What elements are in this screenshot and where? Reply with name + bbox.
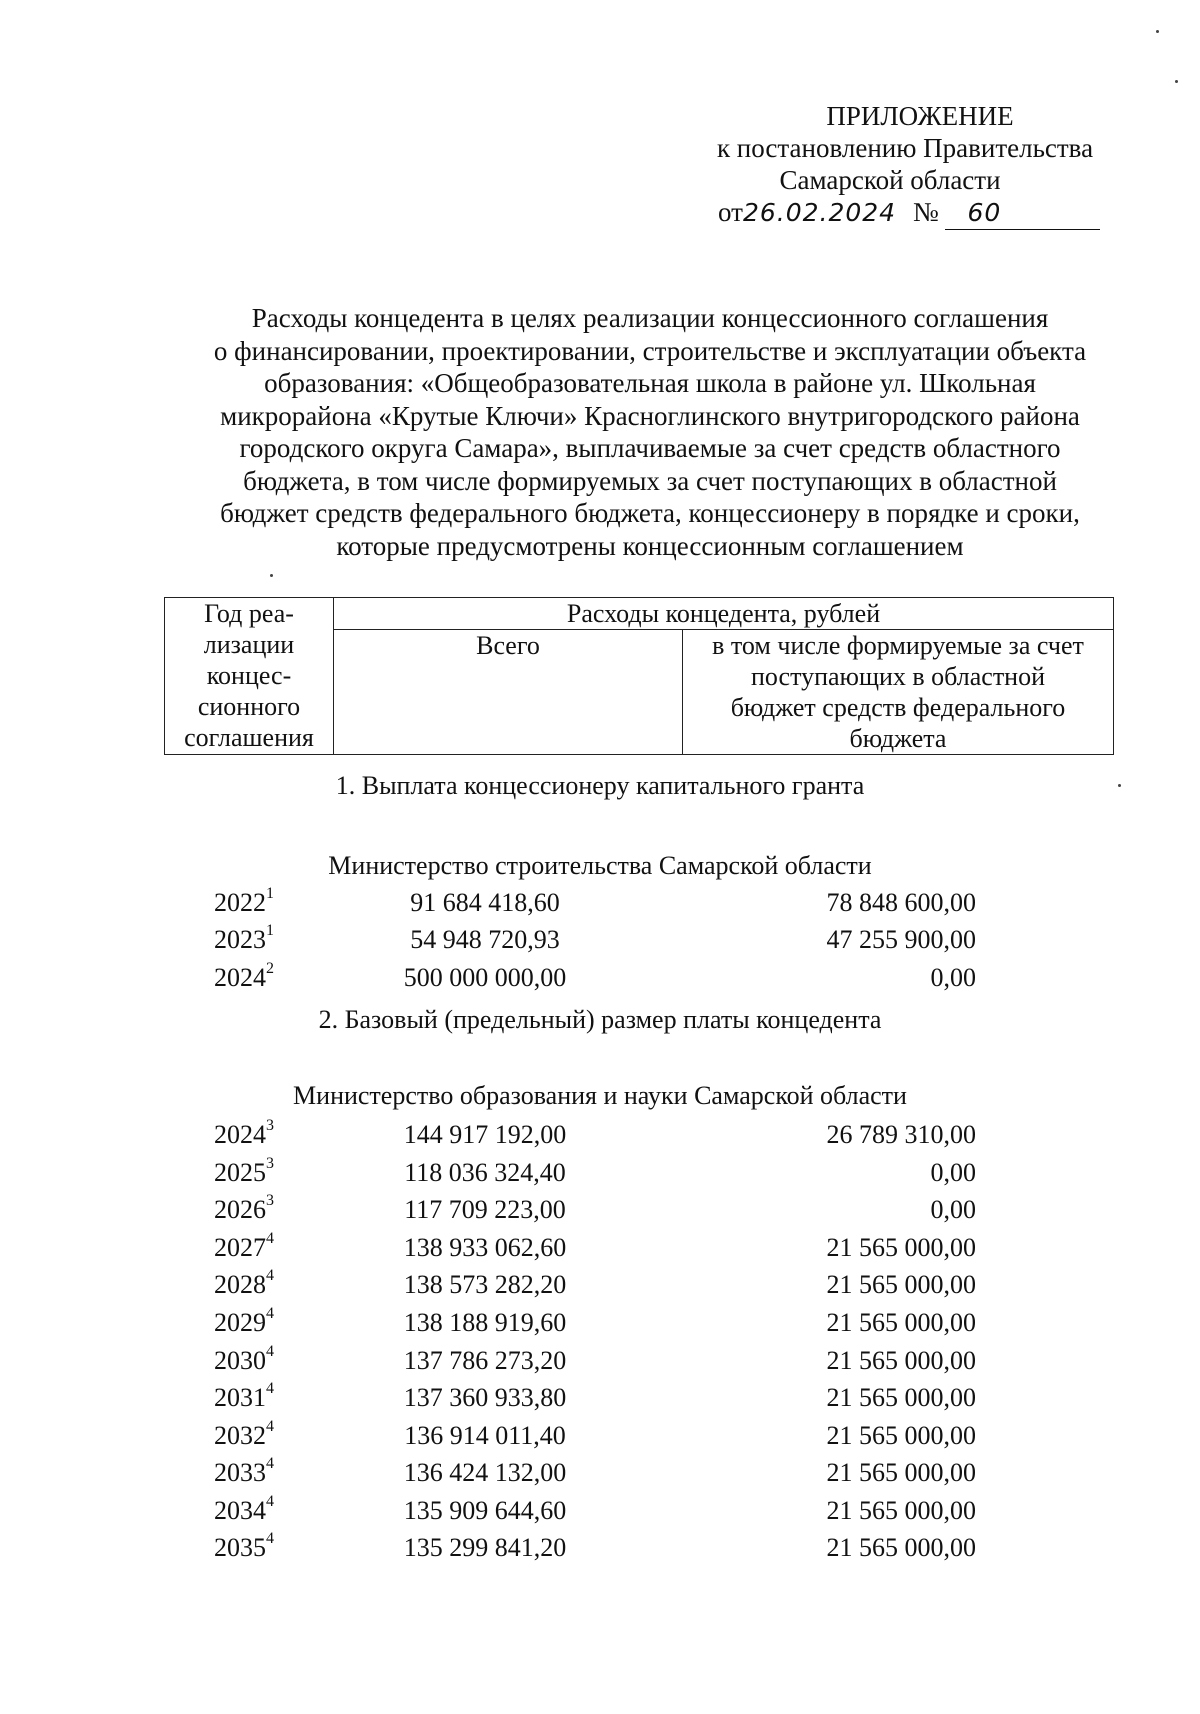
- year-cell: 2025$^3$: [214, 1155, 274, 1187]
- footnote-mark: 4: [266, 1380, 274, 1397]
- total-cell: 138 933 062,60: [403, 1233, 567, 1262]
- federal-column-header: в том числе формируемые за счет поступающих в областной бюджет средств федерального бюджета: [683, 630, 1114, 755]
- footnote-mark: 3: [266, 1155, 274, 1172]
- year-cell: 2034$^4$: [214, 1493, 274, 1525]
- expenses-table-header: [164, 597, 1114, 755]
- footnote-mark: 4: [266, 1455, 274, 1472]
- scan-speck: [1175, 80, 1178, 83]
- year-cell: 2028$^4$: [214, 1267, 274, 1299]
- year-column-header: Год реа- лизации концес- сионного соглашения: [165, 598, 334, 755]
- footnote-mark: 2: [266, 960, 274, 977]
- total-column-header: Всего: [334, 630, 683, 755]
- federal-cell: 21 565 000,00: [826, 1383, 976, 1412]
- title-line: которые предусмотрены концессионным соглашением: [336, 530, 964, 561]
- total-cell: 136 914 011,40: [404, 1421, 566, 1450]
- total-cell: 117 709 223,00: [404, 1195, 566, 1224]
- total-cell: 135 909 644,60: [403, 1496, 567, 1525]
- total-cell: 137 786 273,20: [403, 1346, 567, 1375]
- year-cell: 2035$^4$: [214, 1530, 274, 1562]
- handwritten-date: 26.02.2024: [742, 198, 897, 227]
- total-cell: 138 573 282,20: [403, 1270, 567, 1299]
- federal-cell: 0,00: [930, 963, 976, 992]
- total-cell: 135 299 841,20: [403, 1533, 567, 1562]
- scan-speck: [1156, 30, 1159, 33]
- table-row: [0, 1305, 1200, 1341]
- total-cell: 138 188 919,60: [403, 1308, 567, 1337]
- footnote-mark: 4: [266, 1493, 274, 1510]
- table-row: [0, 1155, 1200, 1191]
- federal-cell: 21 565 000,00: [826, 1346, 976, 1375]
- table-row: [0, 1267, 1200, 1303]
- expenses-group-header: Расходы концедента, рублей: [334, 598, 1114, 630]
- table-row: [0, 1343, 1200, 1379]
- table-row: [0, 1455, 1200, 1491]
- scan-speck: [1118, 784, 1121, 787]
- year-cell: 2029$^4$: [214, 1305, 274, 1337]
- year-cell: 2032$^4$: [214, 1418, 274, 1450]
- number-label: №: [912, 197, 939, 227]
- section-title: 2. Базовый (предельный) размер платы концедента: [318, 1005, 882, 1034]
- federal-cell: 78 848 600,00: [826, 888, 976, 917]
- footnote-mark: 3: [266, 1117, 274, 1134]
- appendix-reference: к постановлению Правительства: [716, 133, 1094, 163]
- footnote-mark: 4: [266, 1305, 274, 1322]
- title-line: Расходы концедента в целях реализации концессионного соглашения: [251, 303, 1049, 333]
- federal-cell: 21 565 000,00: [826, 1458, 976, 1487]
- year-cell: 2023$^1$: [214, 922, 274, 954]
- section-title: 1. Выплата концессионеру капитального гранта: [335, 771, 865, 800]
- total-cell: 91 684 418,60: [410, 888, 560, 917]
- year-cell: 2024$^3$: [214, 1117, 274, 1149]
- federal-cell: 21 565 000,00: [826, 1496, 976, 1525]
- year-cell: 2027$^4$: [214, 1230, 274, 1262]
- total-cell: 136 424 132,00: [403, 1458, 567, 1487]
- table-row: [0, 1493, 1200, 1529]
- federal-cell: 21 565 000,00: [826, 1308, 976, 1337]
- federal-cell: 21 565 000,00: [826, 1421, 976, 1450]
- year-cell: 2030$^4$: [214, 1343, 274, 1375]
- table-row: [0, 1418, 1200, 1454]
- year-cell: 2022$^1$: [214, 885, 274, 917]
- table-row: [0, 1192, 1200, 1228]
- footnote-mark: 3: [266, 1192, 274, 1209]
- year-cell: 2026$^3$: [214, 1192, 274, 1224]
- table-row: [0, 1530, 1200, 1566]
- footnote-mark: 4: [266, 1230, 274, 1247]
- year-cell: 2031$^4$: [214, 1380, 274, 1412]
- title-line: бюджет средств федерального бюджета, концессионеру в порядке и сроки,: [220, 498, 1080, 528]
- title-line: о финансировании, проектировании, строительстве и эксплуатации объекта: [213, 335, 1087, 366]
- title-line: бюджета, в том числе формируемых за счет поступающих в областной: [243, 465, 1057, 496]
- title-line: городского округа Самара», выплачиваемые за счет средств областного: [239, 433, 1061, 463]
- table-row: [0, 1230, 1200, 1266]
- total-cell: 144 917 192,00: [403, 1120, 567, 1149]
- appendix-heading: ПРИЛОЖЕНИЕ: [826, 101, 1014, 131]
- footnote-mark: 4: [266, 1267, 274, 1284]
- total-cell: 54 948 720,93: [410, 925, 560, 954]
- federal-cell: 0,00: [930, 1195, 976, 1224]
- footnote-mark: 4: [266, 1530, 274, 1547]
- appendix-header: [690, 100, 1140, 230]
- federal-cell: 21 565 000,00: [826, 1533, 976, 1562]
- appendix-region: Самарской области: [779, 165, 1001, 195]
- total-cell: 118 036 324,40: [404, 1158, 566, 1187]
- federal-cell: 26 789 310,00: [826, 1120, 976, 1149]
- federal-cell: 47 255 900,00: [826, 925, 976, 954]
- federal-cell: 0,00: [930, 1158, 976, 1187]
- table-row: [0, 885, 1200, 921]
- table-row: [0, 922, 1200, 958]
- appendix-date-number: [718, 196, 1118, 230]
- footnote-mark: 1: [266, 885, 274, 902]
- footnote-mark: 4: [266, 1418, 274, 1435]
- year-cell: 2033$^4$: [214, 1455, 274, 1487]
- total-cell: 500 000 000,00: [403, 963, 567, 992]
- document-title: [170, 302, 1130, 562]
- from-label: от: [718, 197, 743, 227]
- ministry-name: Министерство строительства Самарской области: [328, 851, 872, 880]
- federal-cell: 21 565 000,00: [826, 1270, 976, 1299]
- table-row: [0, 1380, 1200, 1416]
- title-line: микрорайона «Крутые Ключи» Красноглинского внутригородского района: [220, 400, 1080, 431]
- scan-speck: [270, 574, 273, 577]
- handwritten-number: 60: [945, 197, 1100, 230]
- footnote-mark: 4: [266, 1343, 274, 1360]
- federal-cell: 21 565 000,00: [826, 1233, 976, 1262]
- table-row: [0, 1117, 1200, 1153]
- table-row: [0, 960, 1200, 996]
- footnote-mark: 1: [266, 922, 274, 939]
- ministry-name: Министерство образования и науки Самарской области: [293, 1081, 907, 1110]
- year-cell: 2024$^2$: [214, 960, 274, 992]
- title-line: образования: «Общеобразовательная школа в районе ул. Школьная: [264, 368, 1036, 398]
- total-cell: 137 360 933,80: [403, 1383, 567, 1412]
